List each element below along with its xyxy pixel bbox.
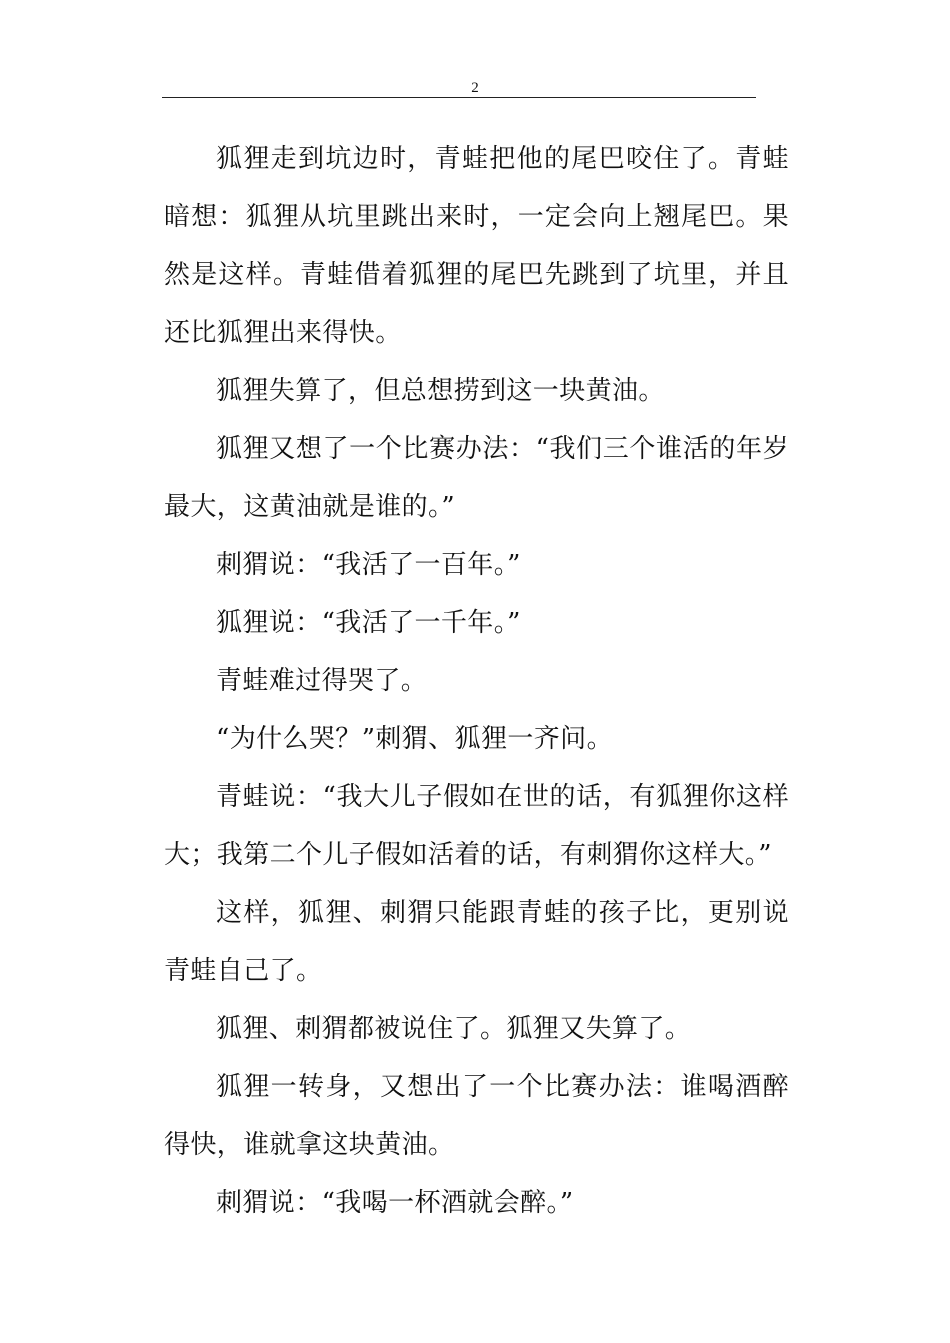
body-text	[164, 130, 789, 1232]
paragraph-7: “为什么哭？”刺猬、狐狸一齐问。	[216, 724, 613, 754]
page-number: 2	[471, 80, 479, 96]
paragraph-12: 刺猬说：“我喝一杯酒就会醉。”	[216, 1188, 574, 1218]
paragraph-3: 狐狸又想了一个比赛办法：“我们三个谁活的年岁最大，这黄油就是谁的。”	[164, 434, 789, 522]
paragraph-6: 青蛙难过得哭了。	[216, 666, 428, 696]
paragraph-8: 青蛙说：“我大儿子假如在世的话，有狐狸你这样大；我第二个儿子假如活着的话，有刺猬你这样大。”	[164, 782, 789, 870]
paragraph-11: 狐狸一转身，又想出了一个比赛办法：谁喝酒醉得快，谁就拿这块黄油。	[164, 1072, 789, 1160]
paragraph-9: 这样，狐狸、刺猬只能跟青蛙的孩子比，更别说青蛙自己了。	[164, 898, 789, 986]
paragraph-4: 刺猬说：“我活了一百年。”	[216, 550, 521, 580]
paragraph-2: 狐狸失算了，但总想捞到这一块黄油。	[216, 376, 665, 406]
paragraph-5: 狐狸说：“我活了一千年。”	[216, 608, 521, 638]
paragraph-10: 狐狸、刺猬都被说住了。狐狸又失算了。	[216, 1014, 692, 1044]
header-rule	[162, 97, 756, 98]
paragraph-1: 狐狸走到坑边时，青蛙把他的尾巴咬住了。青蛙暗想：狐狸从坑里跳出来时，一定会向上翘尾巴。果然是这样。青蛙借着狐狸的尾巴先跳到了坑里，并且还比狐狸出来得快。	[164, 144, 789, 348]
